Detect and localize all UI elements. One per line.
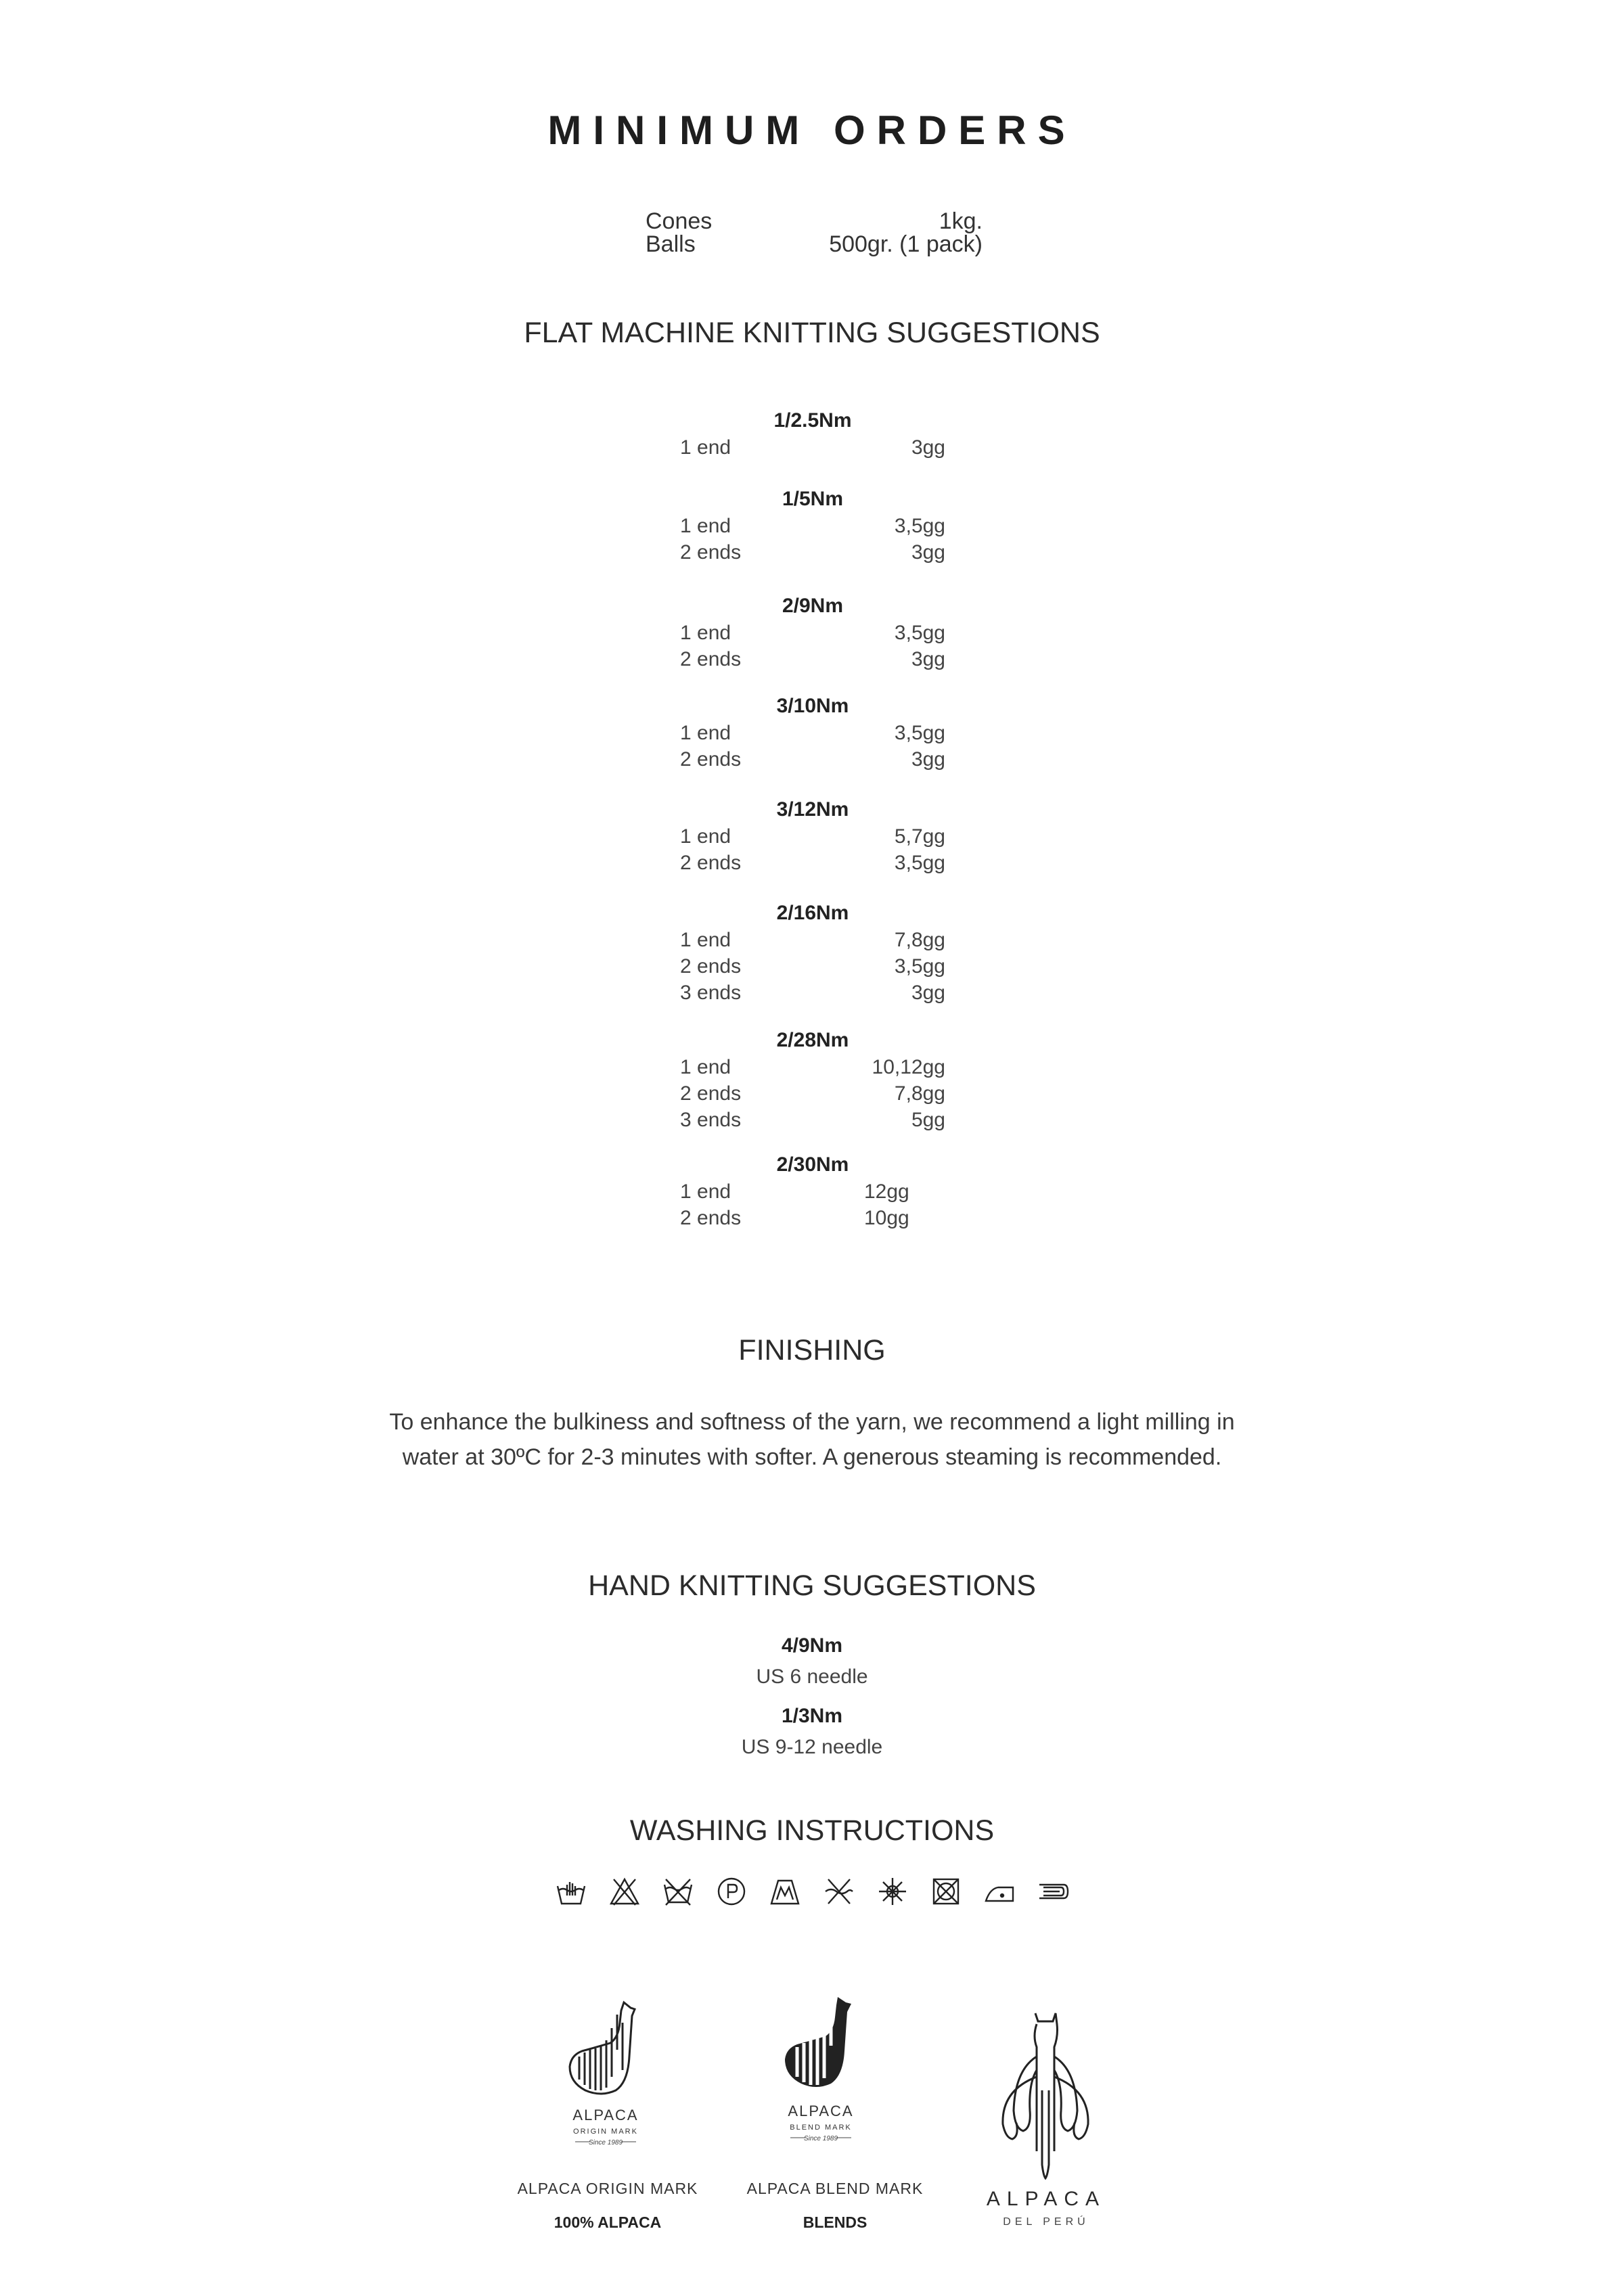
gauge-value: 3,5gg xyxy=(894,955,945,978)
order-label: Balls xyxy=(646,231,696,257)
finishing-line: water at 30ºC for 2-3 minutes with softer. A generous steaming is recommended. xyxy=(402,1444,1222,1470)
do-not-wring-icon xyxy=(823,1875,855,1908)
gauge-group xyxy=(680,693,945,773)
ends-label: 1 end xyxy=(680,1056,731,1078)
hand-knitting-title: HAND KNITTING SUGGESTIONS xyxy=(588,1569,1036,1602)
peru-logo-name: ALPACA xyxy=(986,2188,1106,2210)
gauge-group xyxy=(680,796,945,876)
needle-size: US 9-12 needle xyxy=(741,1736,883,1758)
gauge-row xyxy=(680,434,945,461)
gauge-value: 3gg xyxy=(911,541,945,564)
gauge-value: 10,12gg xyxy=(872,1056,945,1078)
minimum-orders-table xyxy=(646,210,983,256)
ends-label: 2 ends xyxy=(680,748,742,771)
ends-label: 3 ends xyxy=(680,982,742,1004)
gauge-row xyxy=(680,980,945,1006)
logo-mark-line: BLEND MARK xyxy=(790,2123,852,2132)
gauge-row xyxy=(680,1054,945,1080)
needle-size: US 6 needle xyxy=(756,1666,868,1688)
logo-mark-line: Since 1989 xyxy=(803,2135,838,2142)
do-not-bleach-icon xyxy=(608,1875,641,1908)
order-label: Cones xyxy=(646,208,713,234)
gauge-group xyxy=(680,407,945,461)
finishing-paragraph xyxy=(0,1404,1624,1475)
hand-wash-icon xyxy=(555,1875,587,1908)
do-not-tumble-dry-icon xyxy=(662,1875,694,1908)
yarn-count: 2/16Nm xyxy=(776,902,849,924)
do-not-machine-dry-icon xyxy=(930,1875,962,1908)
gauge-group xyxy=(680,486,945,566)
do-not-steam-icon xyxy=(876,1875,909,1908)
finishing-line: To enhance the bulkiness and softness of the yarn, we recommend a light milling in xyxy=(389,1409,1235,1435)
gauge-row xyxy=(680,646,945,672)
ends-label: 1 end xyxy=(680,1180,731,1203)
gauge-row xyxy=(680,720,945,746)
order-value: 1kg. xyxy=(939,208,983,234)
gauge-value: 7,8gg xyxy=(894,1082,945,1105)
gauge-value: 3,5gg xyxy=(894,622,945,644)
ends-label: 2 ends xyxy=(680,852,742,874)
gauge-row xyxy=(680,539,945,566)
gauge-row xyxy=(680,1205,945,1231)
ends-label: 1 end xyxy=(680,722,731,744)
yarn-count: 2/30Nm xyxy=(776,1153,849,1176)
gauge-row xyxy=(680,1080,945,1107)
gauge-value: 3,5gg xyxy=(894,852,945,874)
gauge-row xyxy=(680,620,945,646)
hand-knitting-list xyxy=(0,1632,1624,1772)
gauge-value: 12gg xyxy=(864,1180,909,1203)
logo-mark-line: ALPACA xyxy=(572,2107,639,2123)
gauge-value: 3gg xyxy=(911,648,945,670)
ends-label: 2 ends xyxy=(680,955,742,978)
gauge-value: 7,8gg xyxy=(894,929,945,951)
washing-title: WASHING INSTRUCTIONS xyxy=(629,1814,995,1847)
origin-mark-caption: ALPACA ORIGIN MARK xyxy=(517,2180,698,2197)
alpaca-blend-mark-logo xyxy=(770,1992,872,2154)
gauge-group xyxy=(680,593,945,672)
gauge-group xyxy=(680,1027,945,1133)
gauge-row xyxy=(680,1178,945,1205)
gauge-row xyxy=(680,1107,945,1133)
iron-steam-icon xyxy=(1037,1875,1069,1908)
minimum-order-row xyxy=(646,210,983,233)
yarn-count: 1/5Nm xyxy=(782,488,844,510)
gauge-value: 3gg xyxy=(911,748,945,771)
ends-label: 3 ends xyxy=(680,1109,742,1131)
page-title: MINIMUM ORDERS xyxy=(547,108,1077,153)
iron-low-icon xyxy=(983,1875,1016,1908)
logo-mark-line: Since 1989 xyxy=(588,2139,623,2146)
gauge-row xyxy=(680,823,945,850)
gauge-group xyxy=(680,900,945,1006)
yarn-count: 2/28Nm xyxy=(776,1029,849,1051)
gauge-value: 5gg xyxy=(911,1109,945,1131)
gauge-row xyxy=(680,746,945,773)
minimum-order-row xyxy=(646,233,983,256)
yarn-count: 1/3Nm xyxy=(781,1705,843,1727)
washing-icons xyxy=(555,1873,1069,1910)
gauge-row xyxy=(680,953,945,980)
blend-mark-caption: ALPACA BLEND MARK xyxy=(746,2180,924,2197)
yarn-count: 1/2.5Nm xyxy=(773,409,852,432)
ends-label: 2 ends xyxy=(680,541,742,564)
order-value: 500gr. (1 pack) xyxy=(829,231,983,257)
gauge-value: 10gg xyxy=(864,1207,909,1229)
alpaca-origin-mark-logo xyxy=(555,1996,656,2158)
ends-label: 1 end xyxy=(680,436,731,459)
yarn-count: 3/12Nm xyxy=(776,798,849,821)
ends-label: 1 end xyxy=(680,515,731,537)
logo-mark-line: ORIGIN MARK xyxy=(573,2128,638,2136)
blend-mark-sub: BLENDS xyxy=(803,2213,867,2231)
gauge-row xyxy=(680,513,945,539)
gauge-value: 3,5gg xyxy=(894,515,945,537)
dry-flat-icon xyxy=(769,1875,801,1908)
gauge-value: 5,7gg xyxy=(894,825,945,848)
finishing-title: FINISHING xyxy=(738,1334,886,1367)
dry-clean-p-icon xyxy=(715,1875,748,1908)
gauge-row xyxy=(680,850,945,876)
ends-label: 1 end xyxy=(680,622,731,644)
gauge-value: 3gg xyxy=(911,436,945,459)
gauge-group xyxy=(680,1151,945,1231)
alpaca-del-peru-logo xyxy=(988,2009,1103,2192)
ends-label: 2 ends xyxy=(680,1207,742,1229)
origin-mark-sub: 100% ALPACA xyxy=(554,2213,662,2231)
yarn-count: 2/9Nm xyxy=(782,595,844,617)
gauge-value: 3gg xyxy=(911,982,945,1004)
peru-logo-sub: DEL PERÚ xyxy=(1003,2216,1089,2228)
ends-label: 2 ends xyxy=(680,1082,742,1105)
gauge-row xyxy=(680,927,945,953)
yarn-count: 4/9Nm xyxy=(781,1634,843,1657)
ends-label: 1 end xyxy=(680,929,731,951)
flat-machine-title: FLAT MACHINE KNITTING SUGGESTIONS xyxy=(524,317,1100,349)
gauge-value: 3,5gg xyxy=(894,722,945,744)
ends-label: 2 ends xyxy=(680,648,742,670)
yarn-count: 3/10Nm xyxy=(776,695,849,717)
ends-label: 1 end xyxy=(680,825,731,848)
logo-mark-line: ALPACA xyxy=(788,2103,854,2119)
